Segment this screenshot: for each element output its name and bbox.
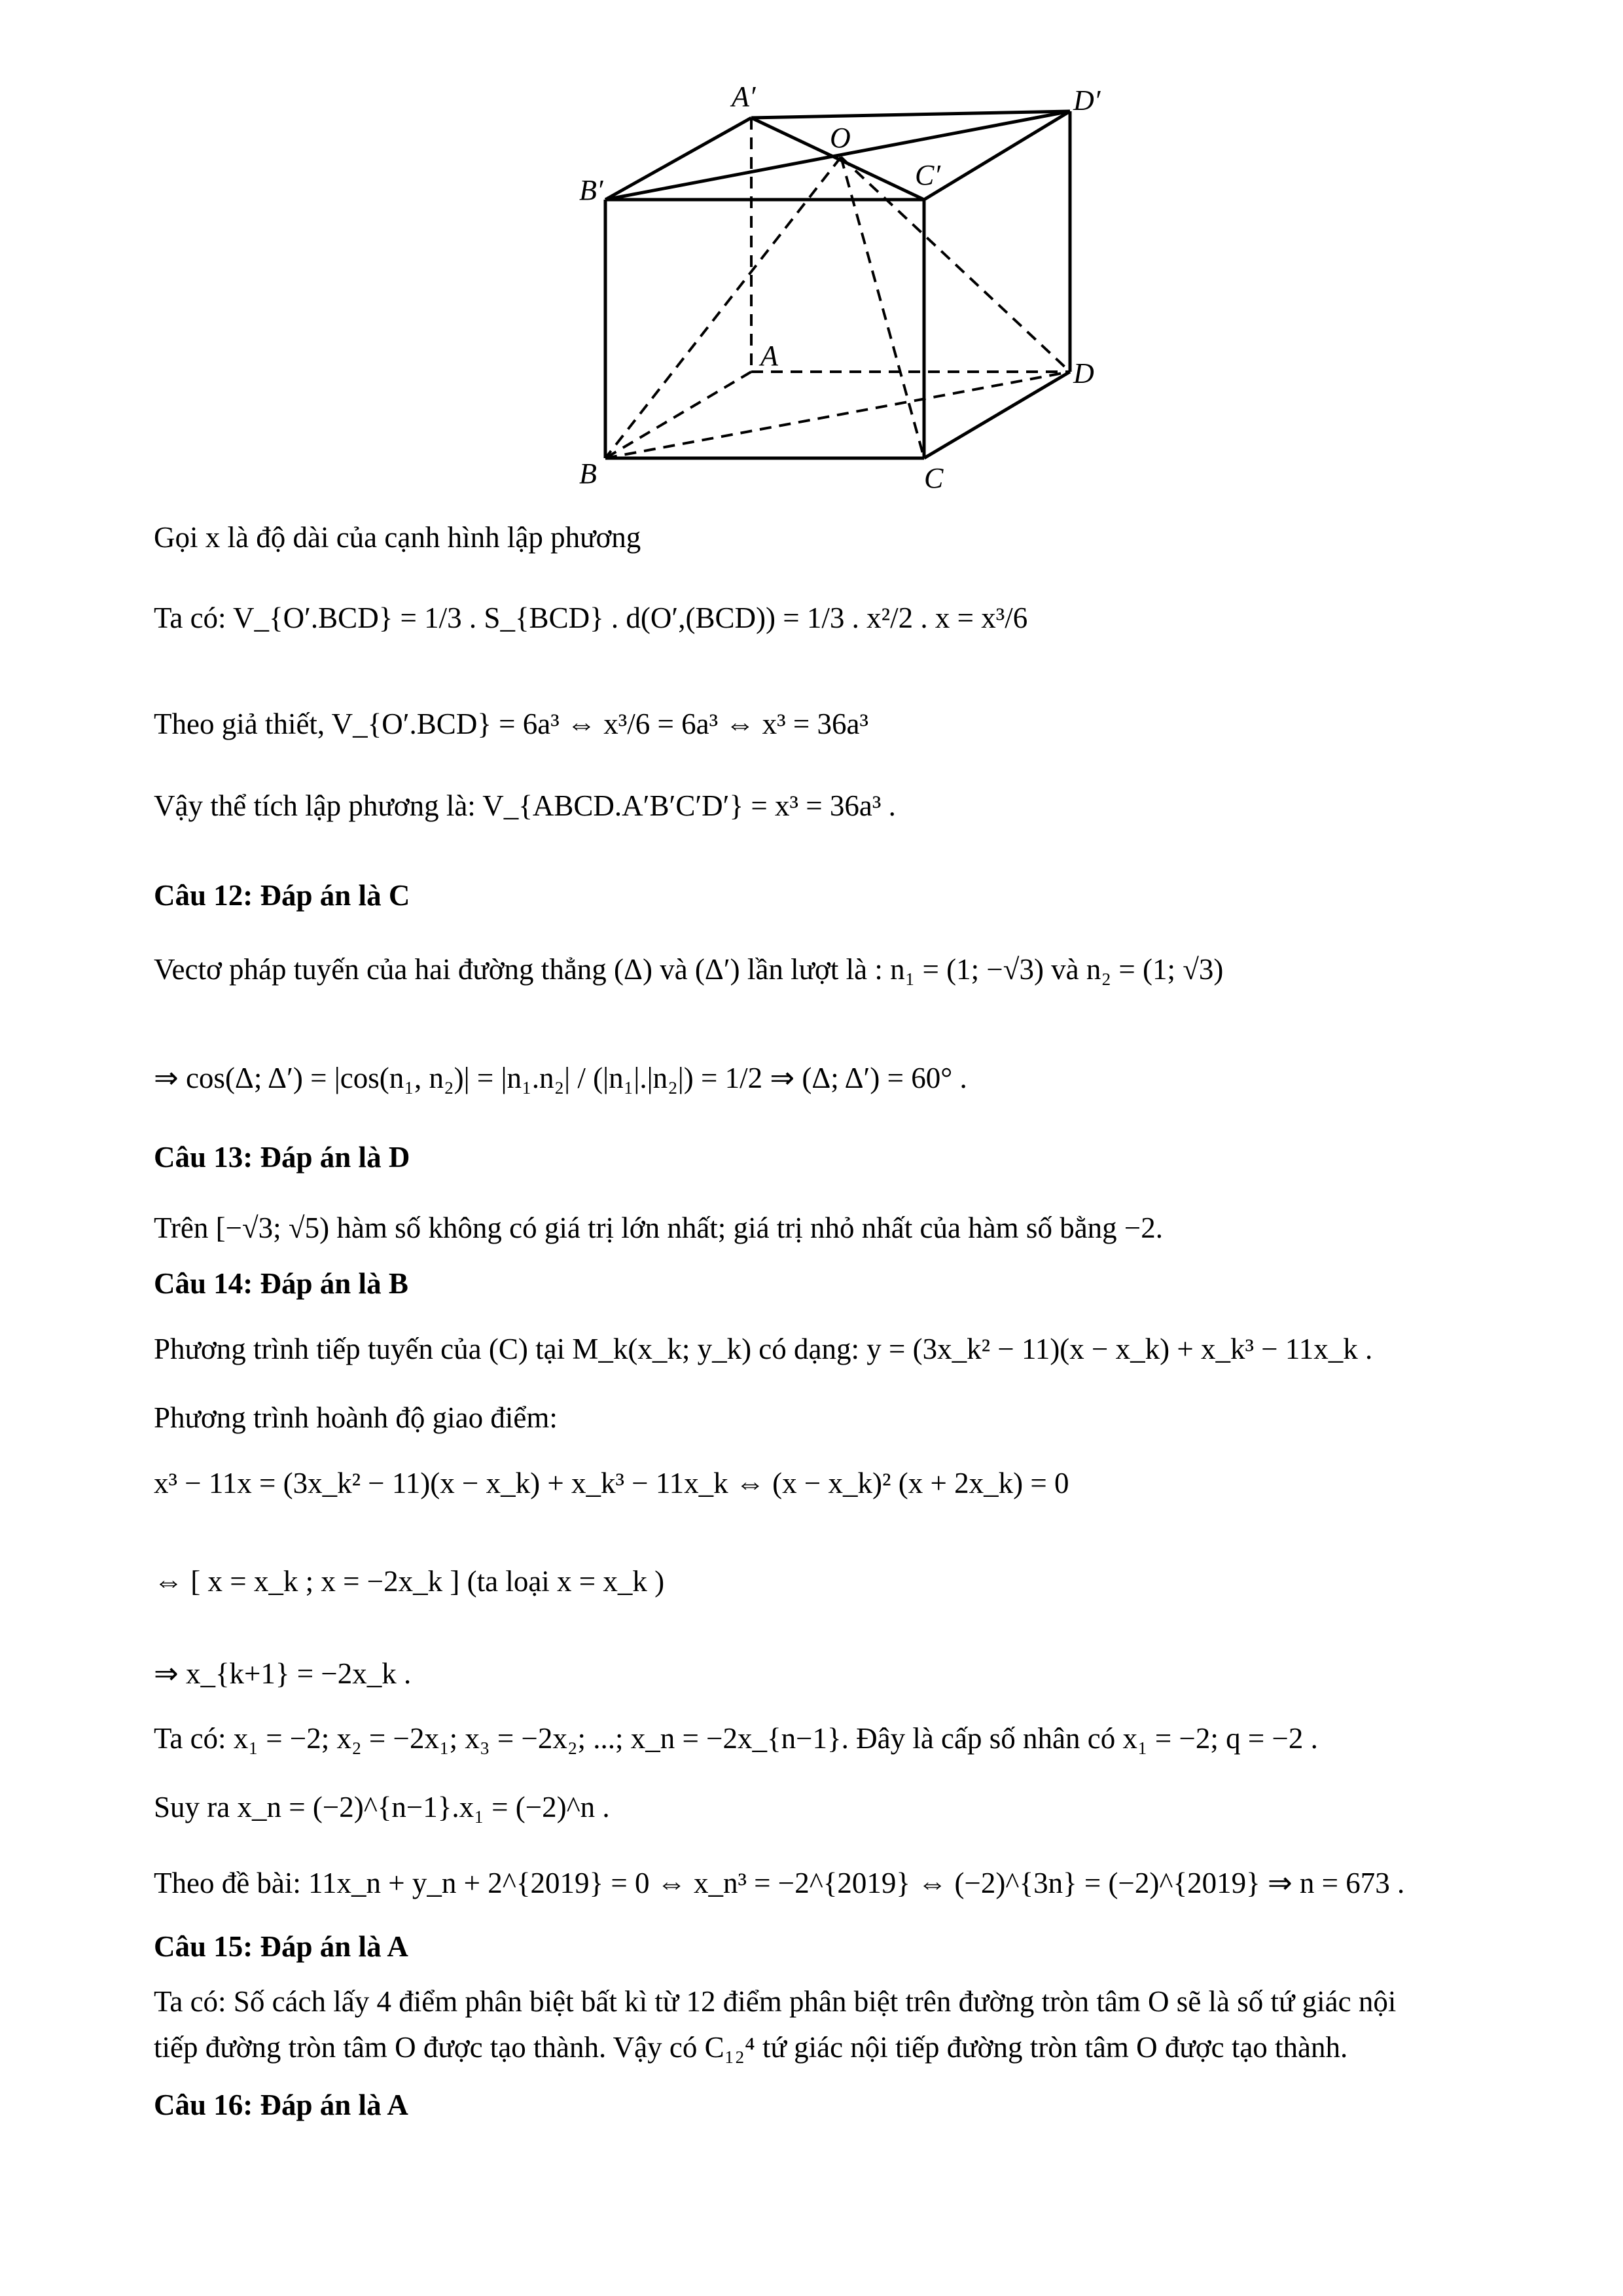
label-o: O xyxy=(830,122,851,154)
diag-b-d xyxy=(605,372,1070,458)
edge-a1-d1 xyxy=(751,111,1070,118)
question-heading: Câu 15: Đáp án là A xyxy=(154,1930,408,1963)
text-line: Phương trình tiếp tuyến của (C) tại M_k(x_k; y_k) có dạng: y = (3x_k² − 11)(x − x_k) + x_k³ − 11x_k . xyxy=(154,1333,1373,1365)
text-line: Gọi x là độ dài của cạnh hình lập phương xyxy=(154,521,641,554)
text-line: Vectơ pháp tuyến của hai đường thẳng (Δ) và (Δ′) lần lượt là : n₁ = (1; −√3) và n₂ = (1; √3) xyxy=(154,953,1224,986)
label-c-prime: C′ xyxy=(915,159,940,191)
edge-a-b xyxy=(605,372,751,458)
math-line: Vậy thể tích lập phương là: V_{ABCD.A′B′C′D′} = x³ = 36a³ . xyxy=(154,789,896,822)
text-line: tiếp đường tròn tâm O được tạo thành. Vậy có C₁₂⁴ tứ giác nội tiếp đường tròn tâm O được tạo thành. xyxy=(154,2031,1348,2064)
math-line: Ta có: V_{O′.BCD} = 1/3 . S_{BCD} . d(O′,(BCD)) = 1/3 . x²/2 . x = x³/6 xyxy=(154,601,1028,634)
math-line: ⇒ x_{k+1} = −2x_k . xyxy=(154,1657,412,1690)
cube-figure xyxy=(0,0,1623,497)
label-c: C xyxy=(924,462,944,494)
math-line: Theo đề bài: 11x_n + y_n + 2^{2019} = 0 ⇔ x_n³ = −2^{2019} ⇔ (−2)^{3n} = (−2)^{2019} ⇒ n = 673 . xyxy=(154,1867,1405,1899)
label-d-prime: D′ xyxy=(1073,84,1101,117)
label-a-prime: A′ xyxy=(732,81,756,113)
seg-o-d xyxy=(841,157,1070,372)
text-line: Ta có: Số cách lấy 4 điểm phân biệt bất kì từ 12 điểm phân biệt trên đường tròn tâm O sẽ là số tứ giác nội xyxy=(154,1985,1397,2018)
seg-o-c xyxy=(841,157,924,458)
math-line: ⇔ [ x = x_k ; x = −2x_k ] (ta loại x = x_k ) xyxy=(154,1565,665,1598)
math-line: Suy ra x_n = (−2)^{n−1}.x₁ = (−2)^n . xyxy=(154,1791,610,1823)
text-line: Trên [−√3; √5) hàm số không có giá trị lớn nhất; giá trị nhỏ nhất của hàm số bằng −2. xyxy=(154,1211,1164,1244)
math-line: Theo giả thiết, V_{O′.BCD} = 6a³ ⇔ x³/6 = 6a³ ⇔ x³ = 36a³ xyxy=(154,708,868,740)
seg-o-b xyxy=(605,157,841,458)
label-b: B xyxy=(579,457,597,490)
label-b-prime: B′ xyxy=(579,174,603,206)
question-heading: Câu 16: Đáp án là A xyxy=(154,2089,408,2121)
question-heading: Câu 14: Đáp án là B xyxy=(154,1267,408,1300)
math-line: x³ − 11x = (3x_k² − 11)(x − x_k) + x_k³ − 11x_k ⇔ (x − x_k)² (x + 2x_k) = 0 xyxy=(154,1467,1069,1499)
text-line: Phương trình hoành độ giao điểm: xyxy=(154,1401,558,1434)
label-d: D xyxy=(1073,357,1094,389)
label-a: A xyxy=(760,340,778,372)
question-heading: Câu 13: Đáp án là D xyxy=(154,1141,410,1174)
math-line: Ta có: x₁ = −2; x₂ = −2x₁; x₃ = −2x₂; ...; x_n = −2x_{n−1}. Đây là cấp số nhân có x₁ = −2; q = −2 . xyxy=(154,1722,1318,1755)
math-line: ⇒ cos(Δ; Δ′) = |cos(n₁, n₂)| = |n₁.n₂| / (|n₁|.|n₂|) = 1/2 ⇒ (Δ; Δ′) = 60° . xyxy=(154,1062,967,1094)
question-heading: Câu 12: Đáp án là C xyxy=(154,879,410,912)
